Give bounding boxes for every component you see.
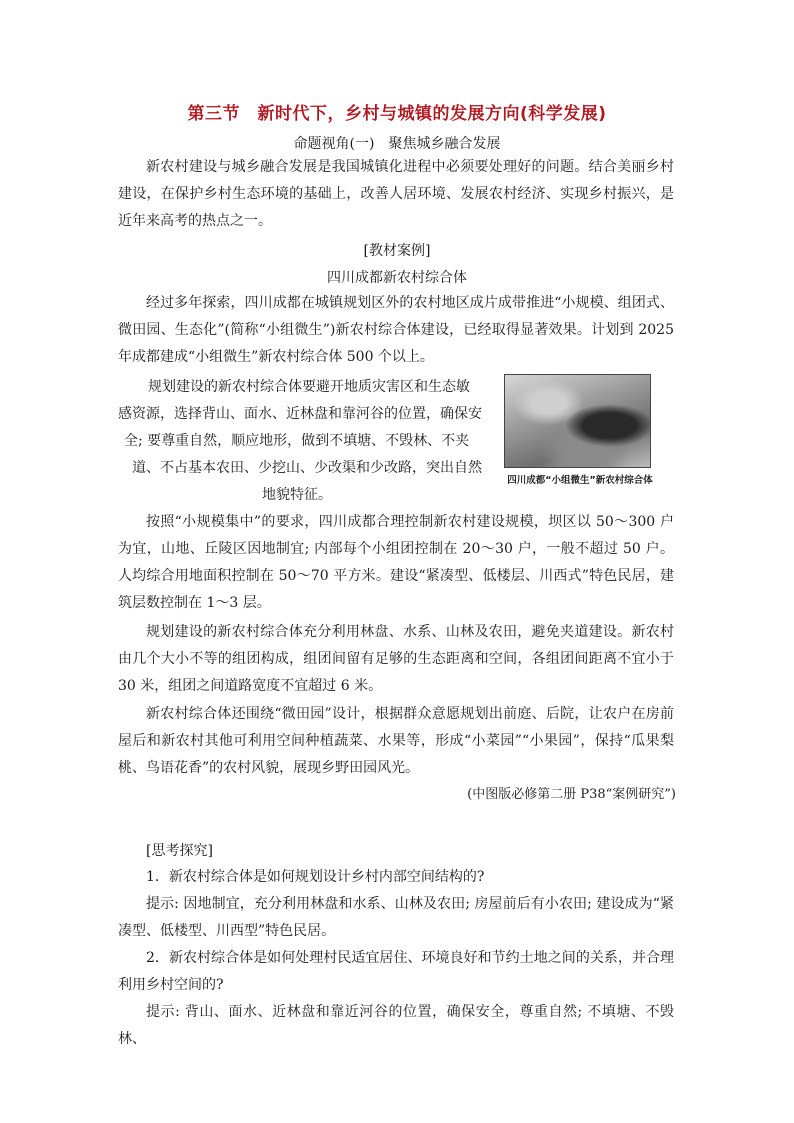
topic-subtitle: 命题视角(一) 聚焦城乡融合发展 <box>293 136 501 152</box>
side-line-1: 规划建设的新农村综合体要避开地质灾害区和生态敏 <box>148 379 470 395</box>
question-2: 2．新农村综合体是如何处理村民适宜居住、环境良好和节约土地之间的关系，并合理利用乡村空间的? <box>118 950 674 993</box>
case-paragraph-2: 按照“小规模集中”的要求，四川成都合理控制新农村建设规模，坝区以 50～300 户为宜，山地、丘陵区因地制宜; 内部每个小组团控制在 20～30 户，一般不超过 50 户。人均综合用地面积控制在 50～70 平方米。建设“紧凑型、低楼层、川西式”特色民居，建筑层数控制在 1～3 层。 <box>118 514 674 611</box>
case-label: [教材案例] <box>363 243 431 259</box>
photo-caption: 四川成都“小组微生”新农村综合体 <box>507 475 653 486</box>
source-citation: (中图版必修第二册 P38“案例研究”) <box>467 787 676 802</box>
side-line-5: 地貌特征。 <box>262 487 332 503</box>
answer-1: 提示: 因地制宜，充分利用林盘和水系、山林及农田; 房屋前后有小农田; 建设成为“紧凑型、低楼型、川西型”特色民居。 <box>118 896 674 939</box>
answer-2: 提示: 背山、面水、近林盘和靠近河谷的位置，确保安全，尊重自然; 不填塘、不毁林、 <box>118 1004 674 1047</box>
side-line-3: 全; 要尊重自然，顺应地形，做到不填塘、不毁林、不夹 <box>124 433 470 449</box>
side-line-2: 感资源，选择背山、面水、近林盘和靠河谷的位置，确保安 <box>118 406 482 422</box>
case-title: 四川成都新农村综合体 <box>327 270 467 286</box>
case-paragraph-1: 经过多年探索，四川成都在城镇规划区外的农村地区成片成带推进“小规模、组团式、微田园、生态化”(简称“小组微生”)新农村综合体建设，已经取得显著效果。计划到 2025 年成都建成“小组微生”新农村综合体 500 个以上。 <box>118 295 674 365</box>
case-paragraph-3: 规划建设的新农村综合体充分利用林盘、水系、山林及农田，避免夹道建设。新农村由几个大小不等的组团构成，组团间留有足够的生态距离和空间，各组团间距离不宜小于 30 米，组团之间道路宽度不宜超过 6 米。 <box>118 624 674 694</box>
question-1: 1．新农村综合体是如何规划设计乡村内部空间结构的? <box>146 869 485 885</box>
section-title: 第三节 新时代下，乡村与城镇的发展方向(科学发展) <box>187 104 607 124</box>
case-paragraph-4: 新农村综合体还围绕“微田园”设计，根据群众意愿规划出前庭、后院，让农户在房前屋后和新农村其他可利用空间种植蔬菜、水果等，形成“小菜园”“小果园”，保持“瓜果梨桃、鸟语花香”的农村风貌，展现乡野田园风光。 <box>118 706 674 776</box>
think-label: [思考探究] <box>146 843 213 859</box>
side-line-4: 道、不占基本农田、少挖山、少改渠和少改路，突出自然 <box>132 460 482 476</box>
intro-paragraph: 新农村建设与城乡融合发展是我国城镇化进程中必须要处理好的问题。结合美丽乡村建设，在保护乡村生态环境的基础上，改善人居环境、发展农村经济、实现乡村振兴，是近年来高考的热点之一。 <box>118 159 674 229</box>
village-aerial-photo <box>504 374 651 468</box>
